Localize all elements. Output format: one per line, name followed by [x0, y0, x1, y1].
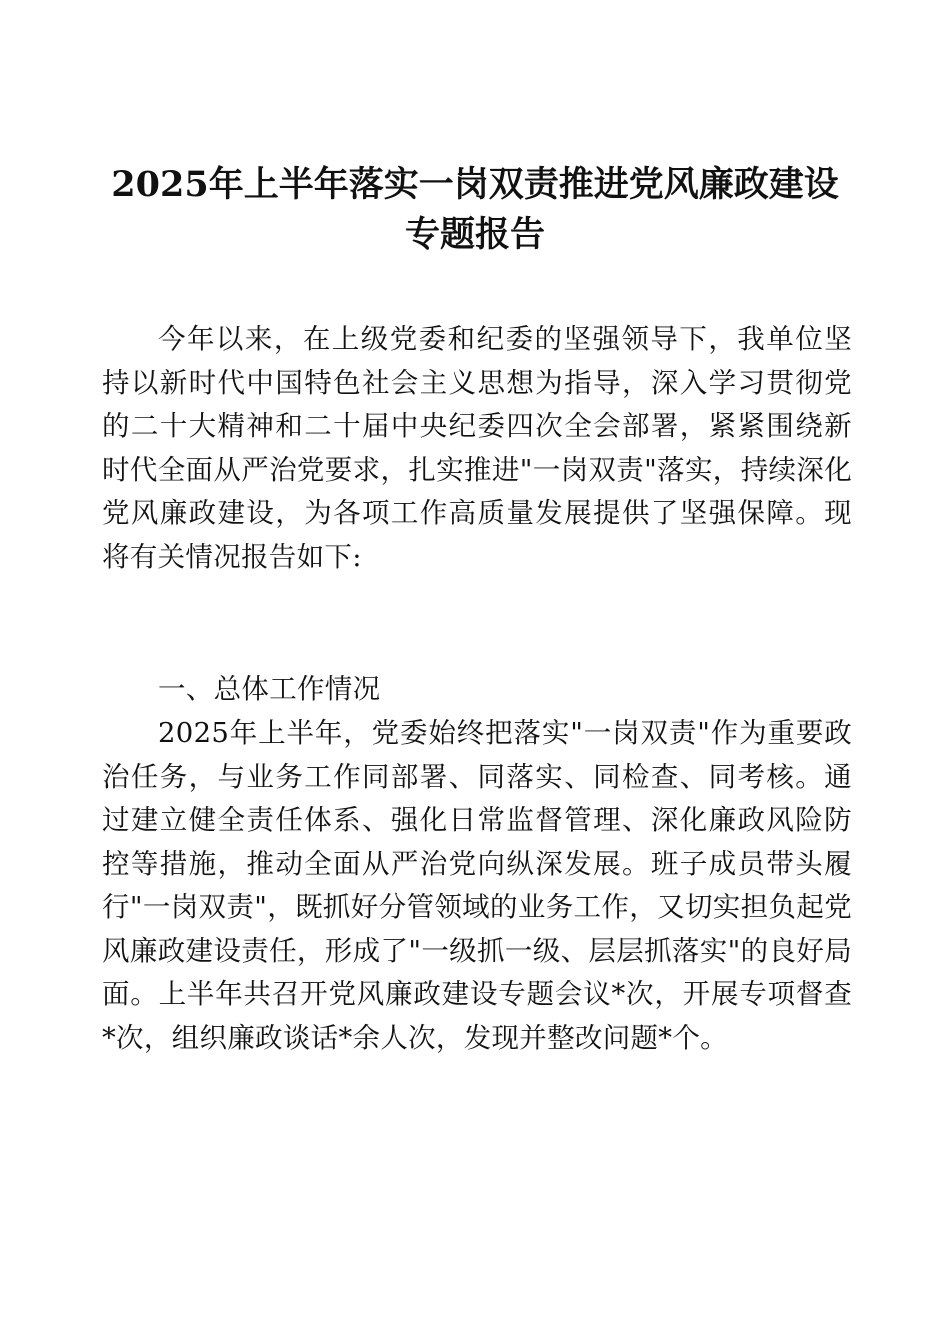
document-title: 2025年上半年落实一岗双责推进党风廉政建设专题报告: [111, 164, 839, 255]
section-body-overall: 2025年上半年，党委始终把落实"一岗双责"作为重要政治任务，与业务工作同部署、同落实、同检查、同考核。通过建立健全责任体系、强化日常监督管理、深化廉政风险防控等措施，推动全面从严治党向纵深发展。班子成员带头履行"一岗双责"，既抓好分管领域的业务工作，又切实担负起党风廉政建设责任，形成了"一级抓一级、层层抓落实"的良好局面。上半年共召开党风廉政建设专题会议*次，开展专项督查*次，组织廉政谈话*余人次，发现并整改问题*个。: [102, 717, 852, 1054]
intro-paragraph: 今年以来，在上级党委和纪委的坚强领导下，我单位坚持以新时代中国特色社会主义思想为指导，深入学习贯彻党的二十大精神和二十届中央纪委四次全会部署，紧紧围绕新时代全面从严治党要求，扎实推进"一岗双责"落实，持续深化党风廉政建设，为各项工作高质量发展提供了坚强保障。现将有关情况报告如下:: [102, 323, 852, 573]
section-heading-overall: 一、总体工作情况: [158, 673, 381, 705]
